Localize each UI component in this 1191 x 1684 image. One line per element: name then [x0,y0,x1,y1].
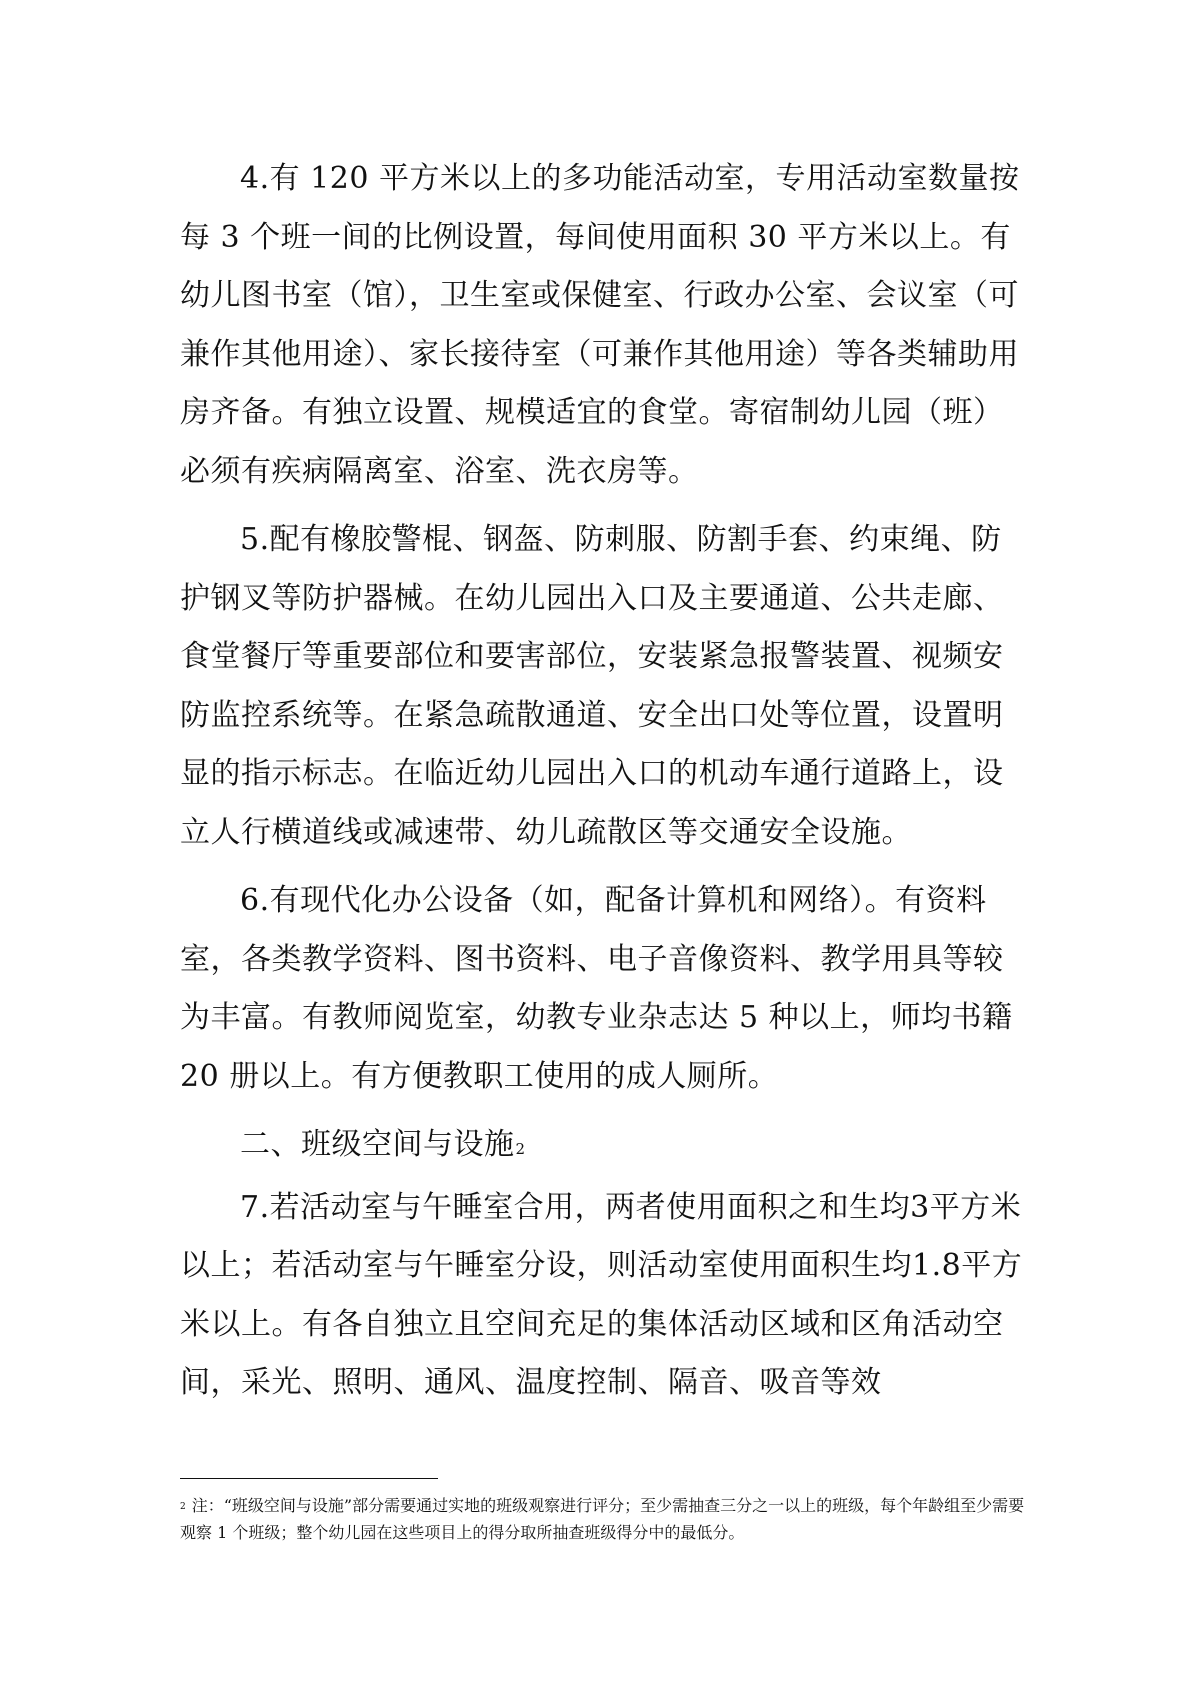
paragraph-item-4: 4.有 120 平方米以上的多功能活动室，专用活动室数量按每 3 个班一间的比例设置，每间使用面积 30 平方米以上。有幼儿图书室（馆），卫生室或保健室、行政办公室、会议室（可兼作其他用途）、家长接待室（可兼作其他用途）等各类辅助用房齐备。有独立设置、规模适宜的食堂。寄宿制幼儿园（班）必须有疾病隔离室、浴室、洗衣房等。 [180,161,1020,489]
section-heading-text: 二、班级空间与设施 [240,1127,515,1162]
body-text [180,150,1025,1423]
footnote-mark: 2 [180,1502,186,1512]
paragraph-item-5: 5.配有橡胶警棍、钢盔、防刺服、防割手套、约束绳、防护钢叉等防护器械。在幼儿园出入口及主要通道、公共走廊、食堂餐厅等重要部位和要害部位，安装紧急报警装置、视频安防监控系统等。在紧急疏散通道、安全出口处等位置，设置明显的指示标志。在临近幼儿园出入口的机动车通行道路上，设立人行横道线或减速带、幼儿疏散区等交通安全设施。 [180,522,1004,850]
paragraph-item-6: 6.有现代化办公设备（如，配备计算机和网络）。有资料室，各类教学资料、图书资料、电子音像资料、教学用具等较为丰富。有教师阅览室，幼教专业杂志达 5 种以上，师均书籍 20 册以上。有方便教职工使用的成人厕所。 [180,883,1013,1094]
footnote [180,1493,1025,1545]
section-heading [180,1116,1025,1179]
footnote-text: 注：“班级空间与设施”部分需要通过实地的班级观察进行评分；至少需抽查三分之一以上的班级，每个年龄组至少需要观察 1 个班级；整个幼儿园在这些项目上的得分取所抽查班级得分中的最低分。 [180,1496,1025,1542]
paragraph-item-7: 7.若活动室与午睡室合用，两者使用面积之和生均3平方米以上；若活动室与午睡室分设，则活动室使用面积生均1.8平方米以上。有各自独立且空间充足的集体活动区域和区角活动空间，采光、照明、通风、温度控制、隔音、吸音等效 [180,1189,1023,1400]
footnote-reference[interactable]: 2 [515,1140,526,1158]
footnote-divider [180,1478,438,1479]
